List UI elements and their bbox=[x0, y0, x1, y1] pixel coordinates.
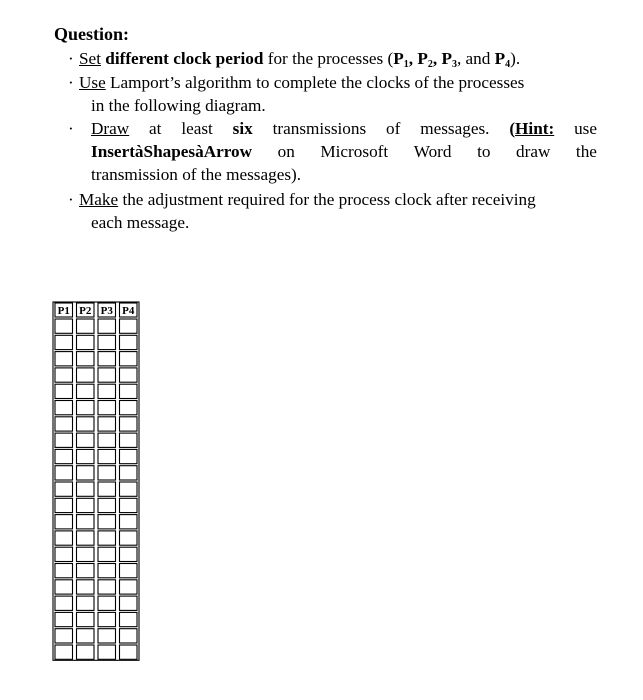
clock-cell bbox=[98, 368, 116, 382]
clock-cell bbox=[98, 547, 116, 561]
clock-cell bbox=[77, 515, 95, 529]
clock-cell bbox=[77, 433, 95, 447]
clock-cell bbox=[55, 531, 73, 545]
clock-cell bbox=[98, 645, 116, 659]
clock-cell bbox=[120, 368, 138, 382]
clock-cell bbox=[98, 466, 116, 480]
clock-cell bbox=[120, 433, 138, 447]
verb-draw: Draw bbox=[91, 119, 130, 138]
clock-cell bbox=[55, 645, 73, 659]
instruction-draw-messages: · Draw at least six transmissions of messages. (Hint: use InsertàShapesàArrow on Microsoft Word to draw the transmission of the messages). bbox=[68, 119, 597, 184]
word: on bbox=[277, 142, 295, 161]
clock-cell bbox=[55, 319, 73, 333]
word: least bbox=[181, 119, 213, 138]
clock-cell bbox=[120, 319, 138, 333]
word: transmissions bbox=[272, 119, 367, 138]
process-clock-table bbox=[52, 301, 144, 663]
clock-cell bbox=[120, 596, 138, 610]
clock-cell bbox=[120, 564, 138, 578]
clock-cell bbox=[55, 335, 73, 349]
item3-line1 bbox=[91, 117, 597, 140]
word: of bbox=[386, 119, 401, 138]
process-header-p3: P3 bbox=[100, 305, 113, 317]
clock-cell bbox=[77, 352, 95, 366]
clock-cell bbox=[120, 482, 138, 496]
clock-cell bbox=[77, 384, 95, 398]
clock-cell bbox=[98, 335, 116, 349]
clock-cell bbox=[77, 547, 95, 561]
word: at bbox=[149, 119, 162, 138]
clock-cell bbox=[55, 564, 73, 578]
clock-cell bbox=[77, 319, 95, 333]
word: messages. bbox=[420, 119, 490, 138]
clock-cell bbox=[77, 498, 95, 512]
word: the bbox=[575, 142, 597, 161]
clock-cell bbox=[77, 368, 95, 382]
clock-cell bbox=[98, 417, 116, 431]
clock-cell bbox=[55, 629, 73, 643]
clock-cell bbox=[120, 612, 138, 626]
clock-cell bbox=[120, 417, 138, 431]
clock-cell bbox=[120, 515, 138, 529]
clock-cell bbox=[98, 515, 116, 529]
verb-use: Use bbox=[79, 73, 106, 92]
clock-cell bbox=[77, 401, 95, 415]
word: Word bbox=[413, 142, 452, 161]
clock-cell bbox=[120, 580, 138, 594]
clock-cell bbox=[55, 515, 73, 529]
process-header-p2: P2 bbox=[79, 305, 92, 317]
clock-cell bbox=[120, 547, 138, 561]
clock-cell bbox=[120, 335, 138, 349]
clock-cell bbox=[55, 580, 73, 594]
clock-cell bbox=[77, 482, 95, 496]
verb-make: Make bbox=[79, 190, 119, 209]
clock-cell bbox=[55, 417, 73, 431]
word: six bbox=[232, 119, 253, 138]
clock-cell bbox=[98, 580, 116, 594]
clock-cell bbox=[77, 531, 95, 545]
clock-cell bbox=[55, 466, 73, 480]
clock-cell bbox=[55, 401, 73, 415]
clock-cell bbox=[98, 531, 116, 545]
clock-cell bbox=[98, 498, 116, 512]
bullet: · bbox=[68, 119, 74, 138]
clock-cell bbox=[120, 384, 138, 398]
instruction-set-clock: · Set different clock period for the processes ($P_1$, $P_2$, $P_3$, and $P_4$). bbox=[68, 49, 521, 70]
clock-cell bbox=[98, 352, 116, 366]
word: (Hint: bbox=[509, 119, 555, 138]
clock-cell bbox=[77, 612, 95, 626]
clock-cell bbox=[77, 417, 95, 431]
clock-cell bbox=[55, 547, 73, 561]
clock-cell bbox=[55, 596, 73, 610]
clock-cell bbox=[120, 531, 138, 545]
word: use bbox=[574, 119, 597, 138]
clock-cell bbox=[77, 629, 95, 643]
clock-cell bbox=[55, 352, 73, 366]
clock-cell bbox=[77, 335, 95, 349]
clock-cell bbox=[98, 384, 116, 398]
clock-cell bbox=[98, 629, 116, 643]
word: Microsoft bbox=[320, 142, 389, 161]
process-header-p1: P1 bbox=[57, 305, 70, 317]
clock-cell bbox=[77, 645, 95, 659]
process-header-p4: P4 bbox=[122, 305, 135, 317]
bullet: · bbox=[68, 190, 74, 209]
clock-cell bbox=[98, 482, 116, 496]
word: draw bbox=[516, 142, 551, 161]
clock-cell bbox=[55, 433, 73, 447]
clock-cell bbox=[120, 466, 138, 480]
clock-cell bbox=[98, 401, 116, 415]
clock-cell bbox=[98, 564, 116, 578]
clock-cell bbox=[55, 498, 73, 512]
clock-cell bbox=[98, 449, 116, 463]
clock-cell bbox=[55, 449, 73, 463]
clock-cell bbox=[77, 466, 95, 480]
clock-cell bbox=[98, 319, 116, 333]
hint-path: InsertàShapesàArrow bbox=[91, 142, 253, 161]
bullet: · bbox=[68, 49, 74, 68]
bold-phrase: different clock period bbox=[105, 49, 264, 68]
clock-cell bbox=[55, 482, 73, 496]
clock-cell bbox=[120, 498, 138, 512]
bullet: · bbox=[68, 73, 74, 92]
question-heading: Question: bbox=[54, 24, 130, 44]
verb-set: Set bbox=[79, 49, 101, 68]
clock-cell bbox=[120, 449, 138, 463]
instruction-use-lamport: · Use Lamport’s algorithm to complete the clocks of the processes in the following diagram. bbox=[68, 73, 525, 115]
clock-cell bbox=[55, 612, 73, 626]
clock-cell bbox=[77, 564, 95, 578]
clock-cell bbox=[55, 384, 73, 398]
clock-cell bbox=[120, 629, 138, 643]
clock-cell bbox=[98, 612, 116, 626]
clock-cell bbox=[77, 580, 95, 594]
instruction-make-adjustment: · Make the adjustment required for the process clock after receiving each message. bbox=[68, 190, 536, 232]
clock-cell bbox=[77, 596, 95, 610]
item3-line2 bbox=[91, 140, 597, 163]
clock-cell bbox=[120, 352, 138, 366]
clock-cell bbox=[55, 368, 73, 382]
word: to bbox=[477, 142, 491, 161]
clock-cell bbox=[120, 645, 138, 659]
clock-cell bbox=[98, 596, 116, 610]
clock-cell bbox=[77, 449, 95, 463]
clock-cell bbox=[120, 401, 138, 415]
clock-cell bbox=[98, 433, 116, 447]
grid-outer-border bbox=[53, 302, 139, 660]
